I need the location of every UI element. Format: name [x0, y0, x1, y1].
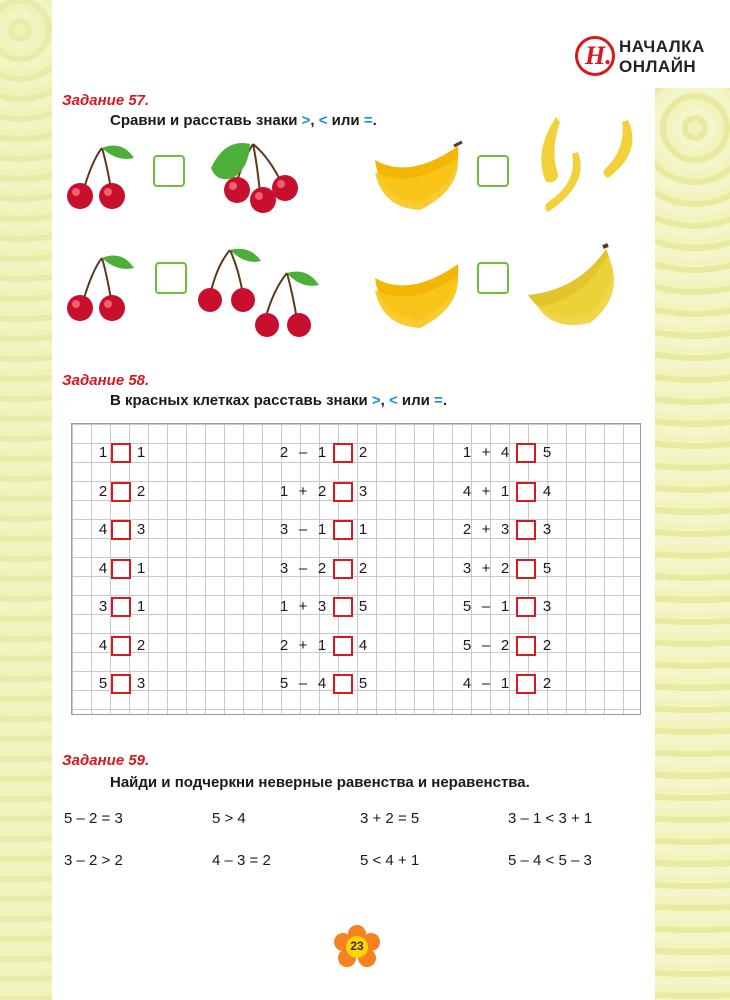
expression[interactable]: 3 + 2 = 5: [360, 810, 420, 827]
logo-icon: Н.: [575, 36, 615, 76]
cherries-three-icon: [205, 138, 305, 218]
expression[interactable]: 5 – 2 = 3: [64, 810, 123, 827]
expression[interactable]: 5 < 4 + 1: [360, 852, 420, 869]
red-answer-box[interactable]: [516, 559, 536, 579]
bananas-bunch-icon: [528, 245, 633, 330]
expression[interactable]: 5 > 4: [212, 810, 246, 827]
red-answer-box[interactable]: [516, 597, 536, 617]
bananas-bunch-icon: [370, 140, 465, 215]
red-answer-box[interactable]: [111, 482, 131, 502]
task-59-instruction: Найди и подчеркни неверные равенства и неравенства.: [110, 774, 530, 791]
expression[interactable]: 4 – 3 = 2: [212, 852, 271, 869]
bananas-bunch-icon: [370, 258, 465, 333]
decorative-right-border: [655, 88, 730, 1000]
red-answer-box[interactable]: [111, 443, 131, 463]
red-answer-box[interactable]: [333, 559, 353, 579]
bananas-three-icon: [528, 112, 648, 217]
expression[interactable]: 3 – 2 > 2: [64, 852, 123, 869]
red-answer-box[interactable]: [111, 597, 131, 617]
red-answer-box[interactable]: [333, 597, 353, 617]
task-57-title: Задание 57.: [62, 92, 150, 109]
red-answer-box[interactable]: [333, 674, 353, 694]
logo-line-1: НАЧАЛКА: [619, 37, 705, 56]
red-answer-box[interactable]: [111, 520, 131, 540]
red-answer-box[interactable]: [516, 520, 536, 540]
compare-box-2[interactable]: [477, 155, 509, 187]
compare-box-4[interactable]: [477, 262, 509, 294]
page-number-flower: [334, 925, 380, 971]
logo: [575, 36, 715, 80]
red-answer-box[interactable]: [333, 443, 353, 463]
cherries-four-icon: [195, 245, 325, 340]
expression[interactable]: 5 – 4 < 5 – 3: [508, 852, 592, 869]
red-answer-box[interactable]: [333, 520, 353, 540]
red-answer-box[interactable]: [516, 636, 536, 656]
task-58-instruction: В красных клетках расставь знаки >, < или =.: [110, 392, 447, 409]
task-57-instruction: Сравни и расставь знаки >, < или =.: [110, 112, 377, 129]
page-number: 23: [350, 939, 364, 953]
red-answer-box[interactable]: [516, 482, 536, 502]
task-58-grid: 1 1 2 2 4 3 4 1 3 1 4 2 5 3 2 – 1 2 1 + 2 3 3 – 1 1 3 – 2 2 1 + 3 5 2 + 1 4 5 – 4 5 1 + 4 5 4 + 1 4 2 + 3 3 3 + 2 5 5 – 1 3 5 – 2 2 4 – 1 2: [71, 423, 641, 715]
red-answer-box[interactable]: [111, 636, 131, 656]
red-answer-box[interactable]: [516, 674, 536, 694]
cherries-two-icon: [62, 140, 142, 215]
compare-box-1[interactable]: [153, 155, 185, 187]
logo-line-2: ОНЛАЙН: [619, 57, 697, 76]
red-answer-box[interactable]: [111, 559, 131, 579]
compare-box-3[interactable]: [155, 262, 187, 294]
red-answer-box[interactable]: [111, 674, 131, 694]
cherries-two-icon: [62, 250, 142, 325]
task-59-title: Задание 59.: [62, 752, 150, 769]
decorative-left-border: [0, 0, 52, 1000]
task-58-title: Задание 58.: [62, 372, 150, 389]
expression[interactable]: 3 – 1 < 3 + 1: [508, 810, 593, 827]
red-answer-box[interactable]: [333, 636, 353, 656]
red-answer-box[interactable]: [516, 443, 536, 463]
red-answer-box[interactable]: [333, 482, 353, 502]
